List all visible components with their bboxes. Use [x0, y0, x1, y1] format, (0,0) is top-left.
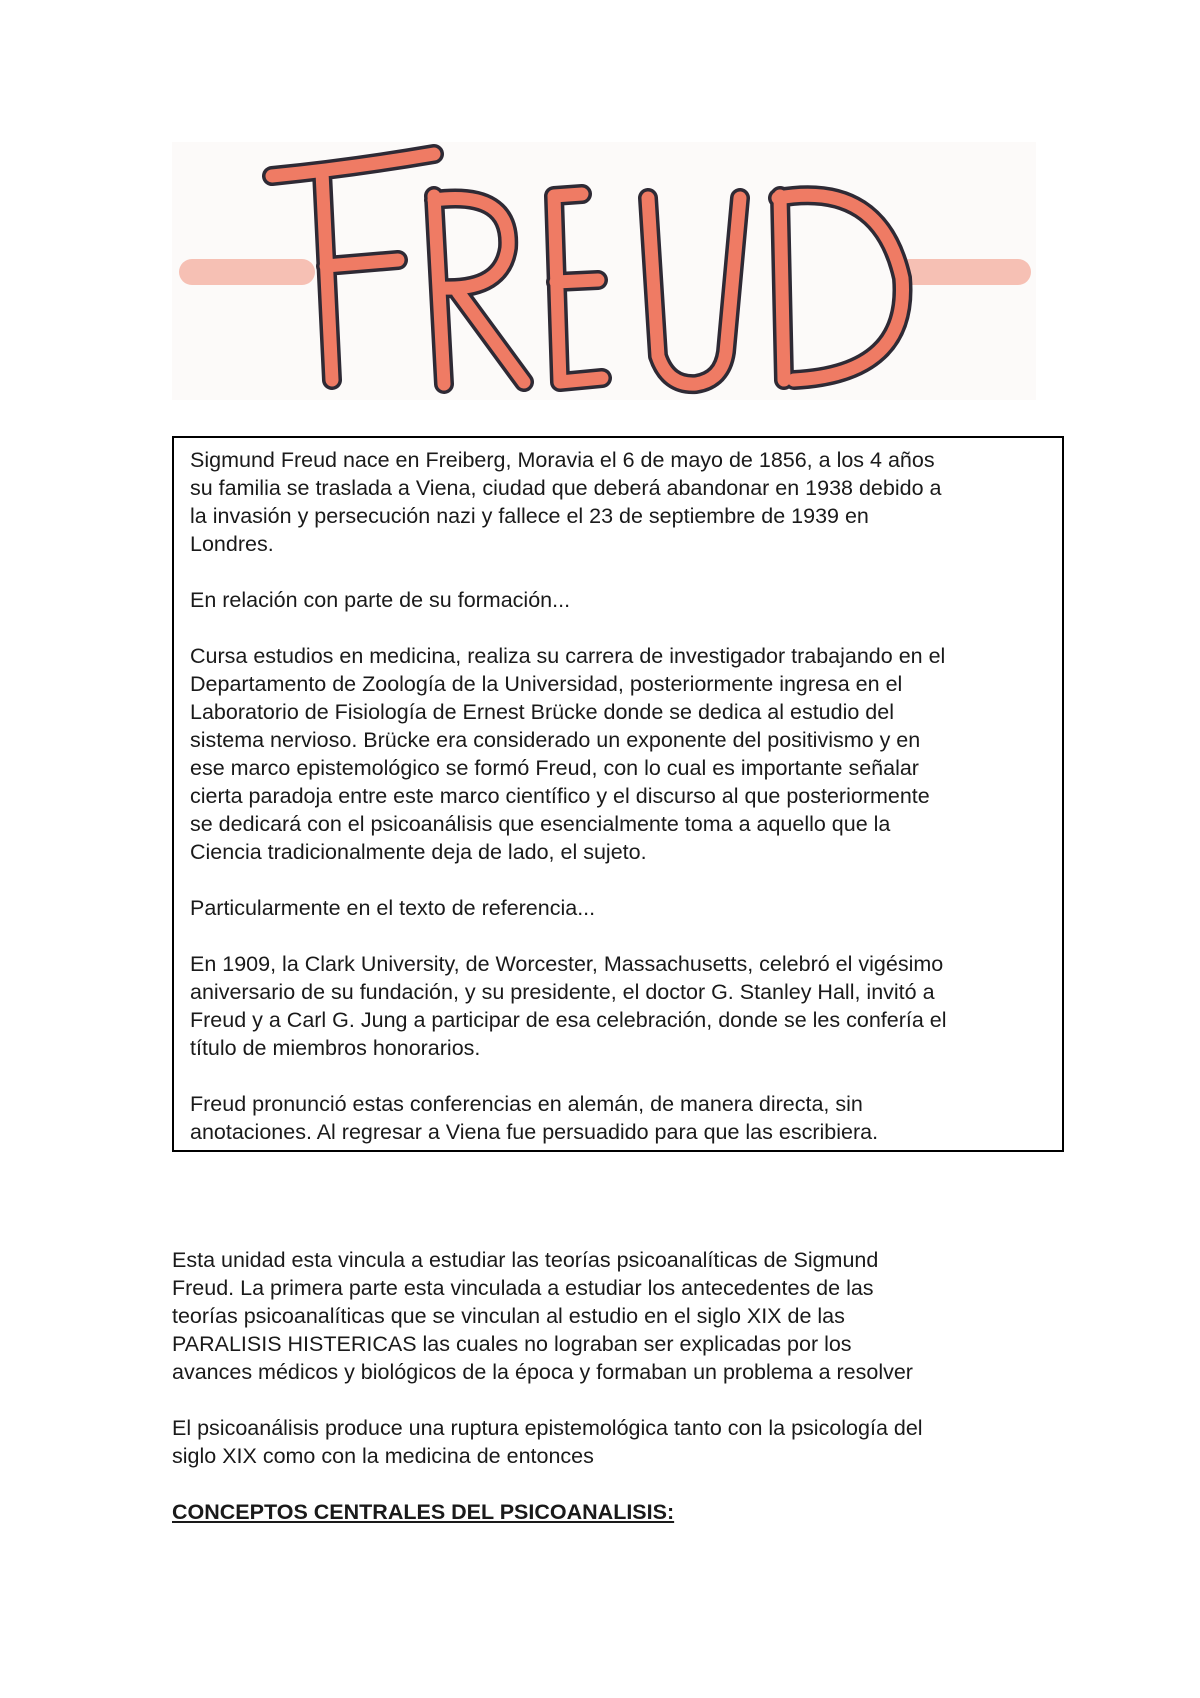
freud-banner: [172, 142, 1036, 400]
biography-box: [172, 436, 1064, 1152]
freud-logo: [172, 142, 1036, 400]
unit-paragraph-rupture: El psicoanálisis produce una ruptura epistemológica tanto con la psicología del siglo XIX como con la medicina de entonces: [172, 1416, 923, 1468]
bio-paragraph-formation-intro: En relación con parte de su formación...: [190, 588, 571, 612]
bio-paragraph-clark-university: En 1909, la Clark University, de Worcester, Massachusetts, celebró el vigésimo aniversario de su fundación, y su presidente, el doctor G. Stanley Hall, invitó a Freud y a Carl G. Jung a participar de esa celebración, donde se les confería el título de miembros honorarios.: [190, 952, 947, 1060]
unit-paragraph-intro: Esta unidad esta vincula a estudiar las teorías psicoanalíticas de Sigmund Freud. La primera parte esta vinculada a estudiar los antecedentes de las teorías psicoanalíticas que se vinculan al estudio en el siglo XIX de las PARALISIS HISTERICAS las cuales no lograban ser explicadas por los avances médicos y biológicos de la época y formaban un problema a resolver: [172, 1248, 913, 1384]
bio-paragraph-birth: Sigmund Freud nace en Freiberg, Moravia el 6 de mayo de 1856, a los 4 años su familia se traslada a Viena, ciudad que deberá abandonar en 1938 debido a la invasión y persecución nazi y fallece el 23 de septiembre de 1939 en Londres.: [190, 448, 942, 556]
section-heading-central-concepts: CONCEPTOS CENTRALES DEL PSICOANALISIS:: [172, 1500, 675, 1524]
unit-description: [172, 1246, 1052, 1554]
bio-paragraph-reference-intro: Particularmente en el texto de referencia...: [190, 896, 596, 920]
bio-paragraph-studies: Cursa estudios en medicina, realiza su carrera de investigador trabajando en el Departamento de Zoología de la Universidad, posteriormente ingresa en el Laboratorio de Fisiología de Ernest Brücke donde se dedica al estudio del sistema nervioso. Brücke era considerado un exponente del positivismo y en ese marco epistemológico se formó Freud, con lo cual es importante señalar cierta paradoja entre este marco científico y el discurso al que posteriormente se dedicará con el psicoanálisis que esencialmente toma a aquello que la Ciencia tradicionalmente deja de lado, el sujeto.: [190, 644, 946, 864]
bio-paragraph-conferences: Freud pronunció estas conferencias en alemán, de manera directa, sin anotaciones. Al regresar a Viena fue persuadido para que las escribiera.: [190, 1092, 879, 1144]
